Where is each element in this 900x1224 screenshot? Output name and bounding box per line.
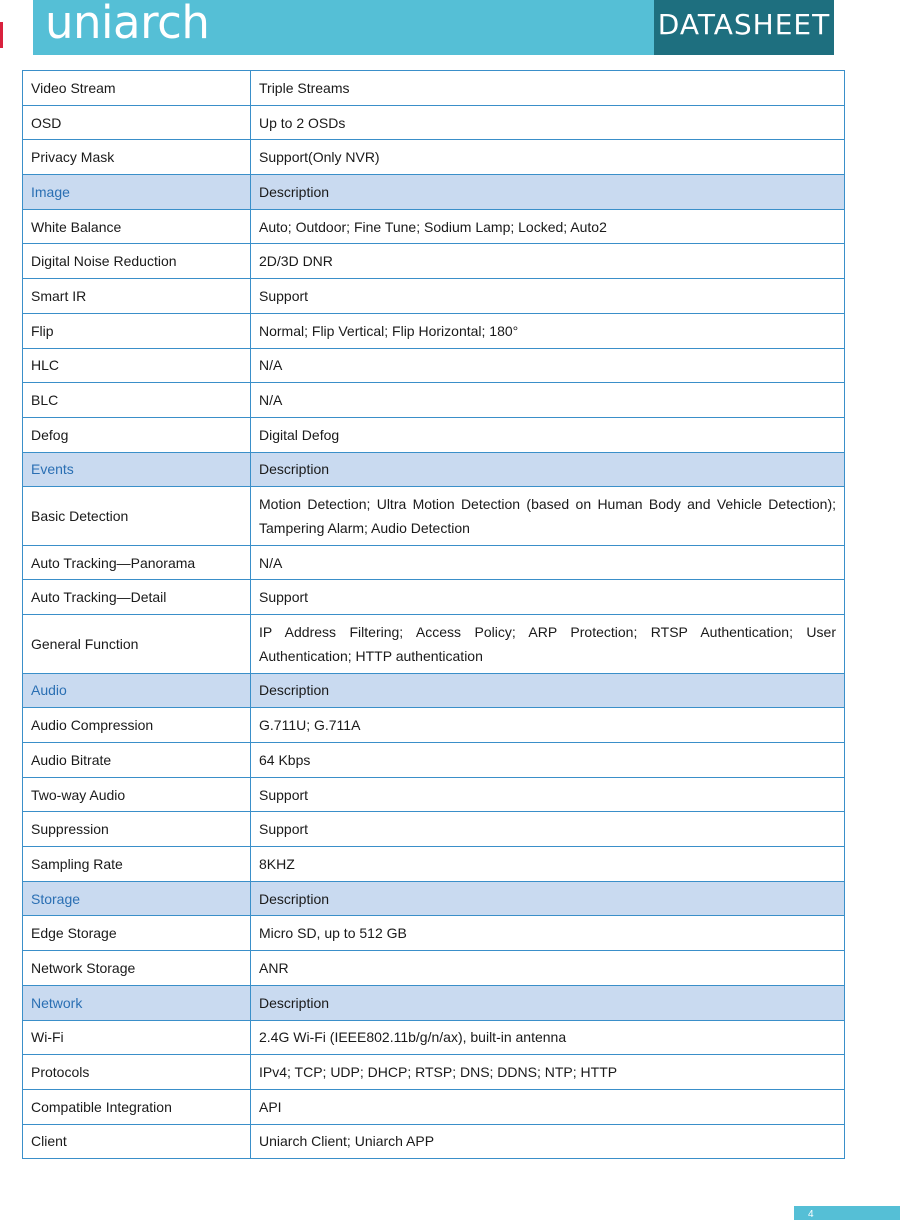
- spec-row: [23, 279, 845, 314]
- spec-label: Auto Tracking—Detail: [23, 580, 251, 615]
- spec-row: [23, 951, 845, 986]
- spec-value: G.711U; G.711A: [251, 708, 845, 743]
- spec-row: [23, 847, 845, 882]
- spec-row: [23, 313, 845, 348]
- spec-value: ANR: [251, 951, 845, 986]
- uniarch-logo: uniarch: [45, 0, 210, 49]
- spec-label: Defog: [23, 417, 251, 452]
- spec-label: Network Storage: [23, 951, 251, 986]
- spec-row: [23, 580, 845, 615]
- spec-row: [23, 209, 845, 244]
- spec-row: [23, 1055, 845, 1090]
- spec-value: 64 Kbps: [251, 743, 845, 778]
- spec-label: Flip: [23, 313, 251, 348]
- datasheet-header: [33, 0, 834, 55]
- spec-value: Support(Only NVR): [251, 140, 845, 175]
- section-title: Audio: [23, 673, 251, 708]
- spec-value: N/A: [251, 348, 845, 383]
- spec-row: [23, 1124, 845, 1159]
- spec-row: [23, 348, 845, 383]
- spec-row: [23, 708, 845, 743]
- spec-label: Compatible Integration: [23, 1089, 251, 1124]
- section-description-header: Description: [251, 985, 845, 1020]
- spec-label: General Function: [23, 615, 251, 674]
- section-title: Events: [23, 452, 251, 487]
- section-description-header: Description: [251, 673, 845, 708]
- spec-value: Support: [251, 777, 845, 812]
- spec-row: [23, 105, 845, 140]
- spec-value: Motion Detection; Ultra Motion Detection (based on Human Body and Vehicle Detection); Tampering Alarm; Audio Detection: [251, 487, 845, 546]
- page-number-tab: [794, 1206, 900, 1220]
- spec-value: Normal; Flip Vertical; Flip Horizontal; 180°: [251, 313, 845, 348]
- spec-value: Support: [251, 279, 845, 314]
- page-number: 4: [808, 1209, 814, 1220]
- spec-value: IP Address Filtering; Access Policy; ARP Protection; RTSP Authentication; User Authentication; HTTP authentication: [251, 615, 845, 674]
- spec-row: [23, 417, 845, 452]
- spec-value: N/A: [251, 545, 845, 580]
- spec-row: [23, 916, 845, 951]
- spec-label: Wi-Fi: [23, 1020, 251, 1055]
- specification-table-body: [23, 71, 845, 1159]
- spec-label: Digital Noise Reduction: [23, 244, 251, 279]
- spec-label: BLC: [23, 383, 251, 418]
- spec-value: 2.4G Wi-Fi (IEEE802.11b/g/n/ax), built-in antenna: [251, 1020, 845, 1055]
- spec-row: [23, 71, 845, 106]
- spec-row: [23, 1020, 845, 1055]
- spec-label: White Balance: [23, 209, 251, 244]
- left-edge-accent-bar: [0, 22, 3, 48]
- spec-row: [23, 615, 845, 674]
- spec-value: Micro SD, up to 512 GB: [251, 916, 845, 951]
- specification-table: [22, 70, 845, 1159]
- spec-label: Smart IR: [23, 279, 251, 314]
- section-description-header: Description: [251, 452, 845, 487]
- section-header-row: [23, 452, 845, 487]
- section-title: Storage: [23, 881, 251, 916]
- spec-label: HLC: [23, 348, 251, 383]
- section-description-header: Description: [251, 881, 845, 916]
- spec-value: Support: [251, 580, 845, 615]
- spec-row: [23, 777, 845, 812]
- spec-label: OSD: [23, 105, 251, 140]
- section-header-row: [23, 985, 845, 1020]
- spec-value: 2D/3D DNR: [251, 244, 845, 279]
- spec-value: Uniarch Client; Uniarch APP: [251, 1124, 845, 1159]
- spec-label: Auto Tracking—Panorama: [23, 545, 251, 580]
- spec-value: IPv4; TCP; UDP; DHCP; RTSP; DNS; DDNS; NTP; HTTP: [251, 1055, 845, 1090]
- spec-row: [23, 545, 845, 580]
- section-header-row: [23, 175, 845, 210]
- section-title: Network: [23, 985, 251, 1020]
- spec-row: [23, 140, 845, 175]
- spec-row: [23, 743, 845, 778]
- spec-value: Support: [251, 812, 845, 847]
- spec-label: Two-way Audio: [23, 777, 251, 812]
- spec-row: [23, 487, 845, 546]
- spec-row: [23, 812, 845, 847]
- spec-value: Up to 2 OSDs: [251, 105, 845, 140]
- spec-label: Protocols: [23, 1055, 251, 1090]
- spec-value: API: [251, 1089, 845, 1124]
- section-header-row: [23, 673, 845, 708]
- spec-label: Audio Compression: [23, 708, 251, 743]
- spec-value: Auto; Outdoor; Fine Tune; Sodium Lamp; Locked; Auto2: [251, 209, 845, 244]
- spec-value: N/A: [251, 383, 845, 418]
- spec-label: Basic Detection: [23, 487, 251, 546]
- section-header-row: [23, 881, 845, 916]
- section-description-header: Description: [251, 175, 845, 210]
- spec-value: Digital Defog: [251, 417, 845, 452]
- section-title: Image: [23, 175, 251, 210]
- spec-label: Client: [23, 1124, 251, 1159]
- spec-value: 8KHZ: [251, 847, 845, 882]
- spec-label: Audio Bitrate: [23, 743, 251, 778]
- spec-row: [23, 1089, 845, 1124]
- spec-label: Suppression: [23, 812, 251, 847]
- spec-row: [23, 244, 845, 279]
- spec-label: Video Stream: [23, 71, 251, 106]
- spec-label: Privacy Mask: [23, 140, 251, 175]
- document-type-badge: DATASHEET: [654, 0, 834, 55]
- spec-label: Sampling Rate: [23, 847, 251, 882]
- spec-value: Triple Streams: [251, 71, 845, 106]
- spec-label: Edge Storage: [23, 916, 251, 951]
- spec-row: [23, 383, 845, 418]
